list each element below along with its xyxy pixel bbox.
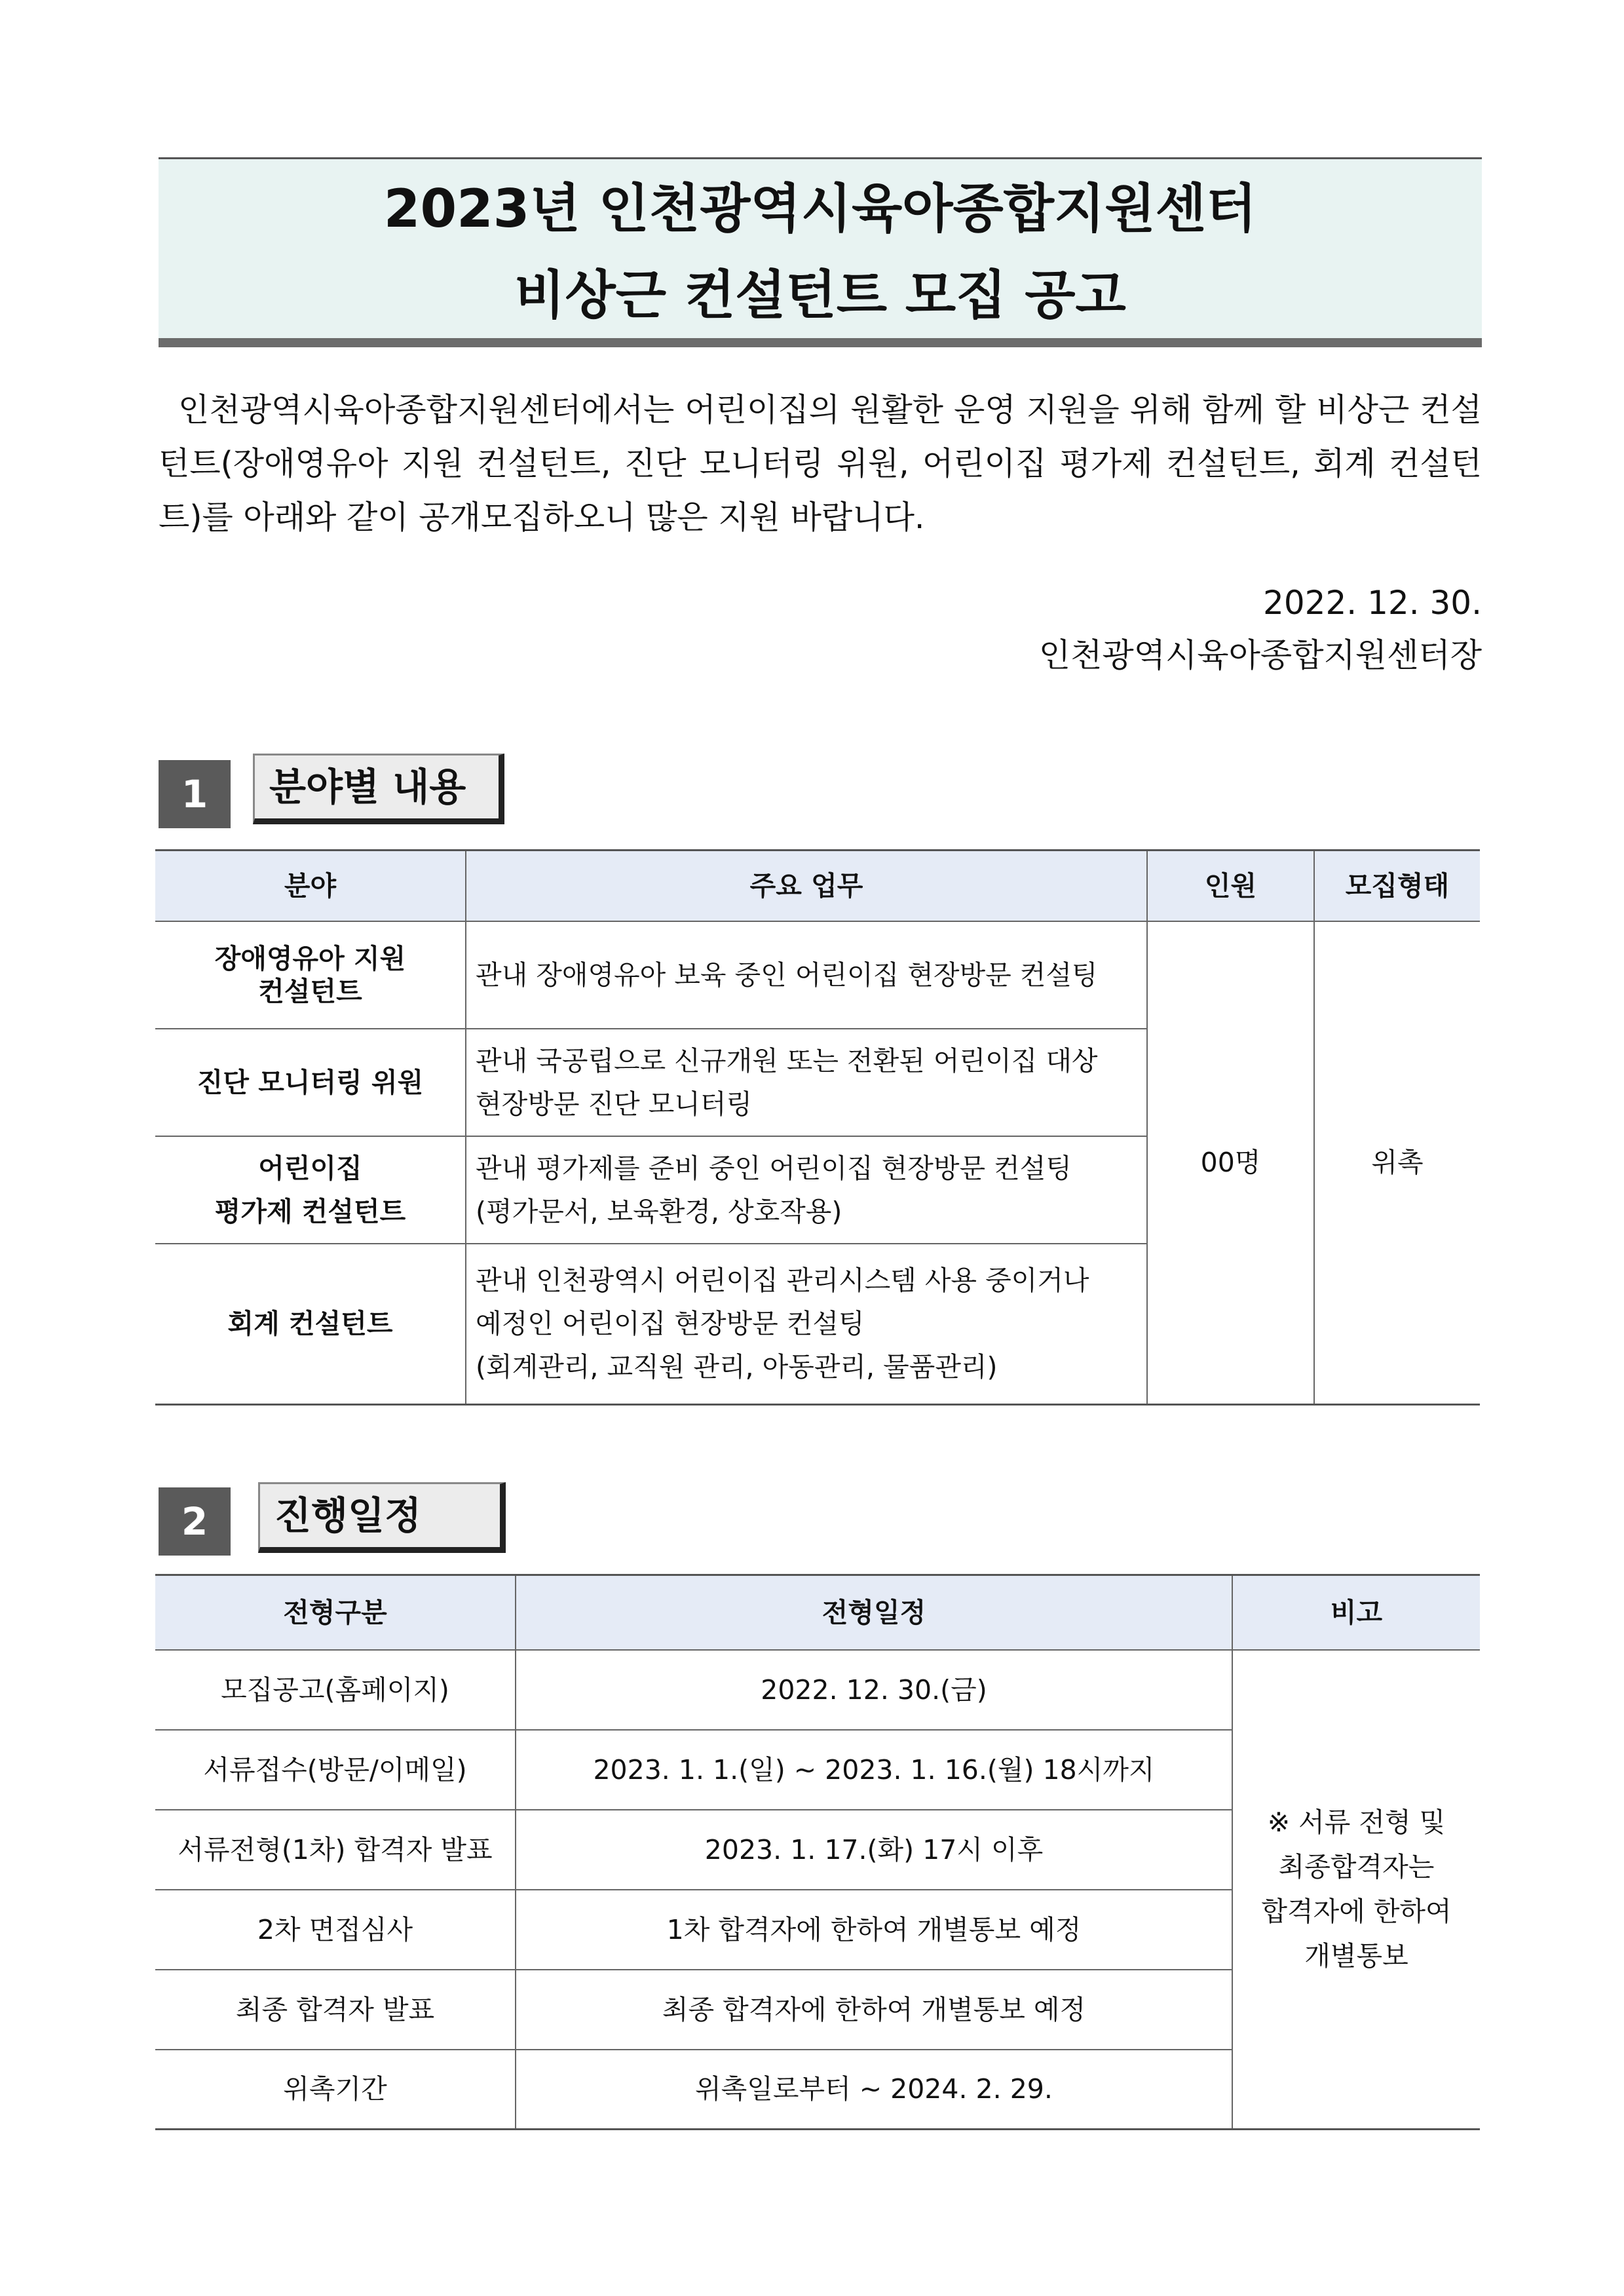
schedule-cell: 위촉일로부터 ~ 2024. 2. 29. — [516, 2050, 1232, 2130]
schedule-cell: 2023. 1. 1.(일) ~ 2023. 1. 16.(월) 18시까지 — [516, 1730, 1232, 1810]
recruit-type-header: 모집형태 — [1314, 851, 1480, 921]
section-2-number: 2 — [159, 1487, 231, 1556]
title-line-2: 비상근 컨설턴트 모집 공고 — [514, 265, 1126, 326]
stage-cell: 서류전형(1차) 합격자 발표 — [155, 1810, 516, 1890]
stage-cell: 서류접수(방문/이메일) — [155, 1730, 516, 1810]
stage-cell: 위촉기간 — [155, 2050, 516, 2130]
duty-cell: 관내 국공립으로 신규개원 또는 전환된 어린이집 대상 현장방문 진단 모니터링 — [466, 1029, 1147, 1136]
title-box — [159, 157, 1482, 347]
note-cell: ※ 서류 전형 및 최종합격자는 합격자에 한하여 개별통보 — [1232, 1650, 1480, 2130]
headcount-header: 인원 — [1147, 851, 1314, 921]
title-line-1: 2023년 인천광역시육아종합지원센터 — [383, 178, 1257, 239]
duty-cell: 관내 평가제를 준비 중인 어린이집 현장방문 컨설팅 (평가문서, 보육환경, 상호작용) — [466, 1136, 1147, 1244]
stage-cell: 모집공고(홈페이지) — [155, 1650, 516, 1730]
field-cell: 어린이집 평가제 컨설턴트 — [155, 1136, 466, 1244]
schedule-cell: 1차 합격자에 한하여 개별통보 예정 — [516, 1890, 1232, 1970]
schedule-header: 전형일정 — [516, 1575, 1232, 1650]
field-header: 분야 — [155, 851, 466, 921]
field-cell: 회계 컨설턴트 — [155, 1244, 466, 1405]
section-2-label: 진행일정 — [258, 1482, 506, 1553]
duty-cell: 관내 장애영유아 보육 중인 어린이집 현장방문 컨설팅 — [466, 921, 1147, 1029]
schedule-cell: 최종 합격자에 한하여 개별통보 예정 — [516, 1970, 1232, 2050]
stage-header: 전형구분 — [155, 1575, 516, 1650]
note-header: 비고 — [1232, 1575, 1480, 1650]
section-1-label: 분야별 내용 — [253, 754, 504, 824]
headcount-cell: 00명 — [1147, 921, 1314, 1405]
table-row — [155, 921, 1480, 1029]
duty-header: 주요 업무 — [466, 851, 1147, 921]
schedule-table — [155, 1574, 1480, 2130]
organization-signature: 인천광역시육아종합지원센터장 — [1038, 636, 1482, 674]
announcement-date: 2022. 12. 30. — [1263, 584, 1482, 622]
table-row — [155, 1650, 1480, 1730]
field-table — [155, 849, 1480, 1406]
duty-cell: 관내 인천광역시 어린이집 관리시스템 사용 중이거나 예정인 어린이집 현장방문 컨설팅 (회계관리, 교직원 관리, 아동관리, 물품관리) — [466, 1244, 1147, 1405]
field-cell: 장애영유아 지원 컨설턴트 — [155, 921, 466, 1029]
field-cell: 진단 모니터링 위원 — [155, 1029, 466, 1136]
schedule-cell: 2023. 1. 17.(화) 17시 이후 — [516, 1810, 1232, 1890]
schedule-cell: 2022. 12. 30.(금) — [516, 1650, 1232, 1730]
section-1-number: 1 — [159, 760, 231, 828]
intro-paragraph: 인천광역시육아종합지원센터에서는 어린이집의 원활한 운영 지원을 위해 함께 할 비상근 컨설턴트(장애영유아 지원 컨설턴트, 진단 모니터링 위원, 어린이집 평가제 컨설턴트, 회계 컨설턴트)를 아래와 같이 공개모집하오니 많은 지원 바랍니다. — [159, 391, 1482, 536]
stage-cell: 최종 합격자 발표 — [155, 1970, 516, 2050]
recruit-type-cell: 위촉 — [1314, 921, 1480, 1405]
stage-cell: 2차 면접심사 — [155, 1890, 516, 1970]
